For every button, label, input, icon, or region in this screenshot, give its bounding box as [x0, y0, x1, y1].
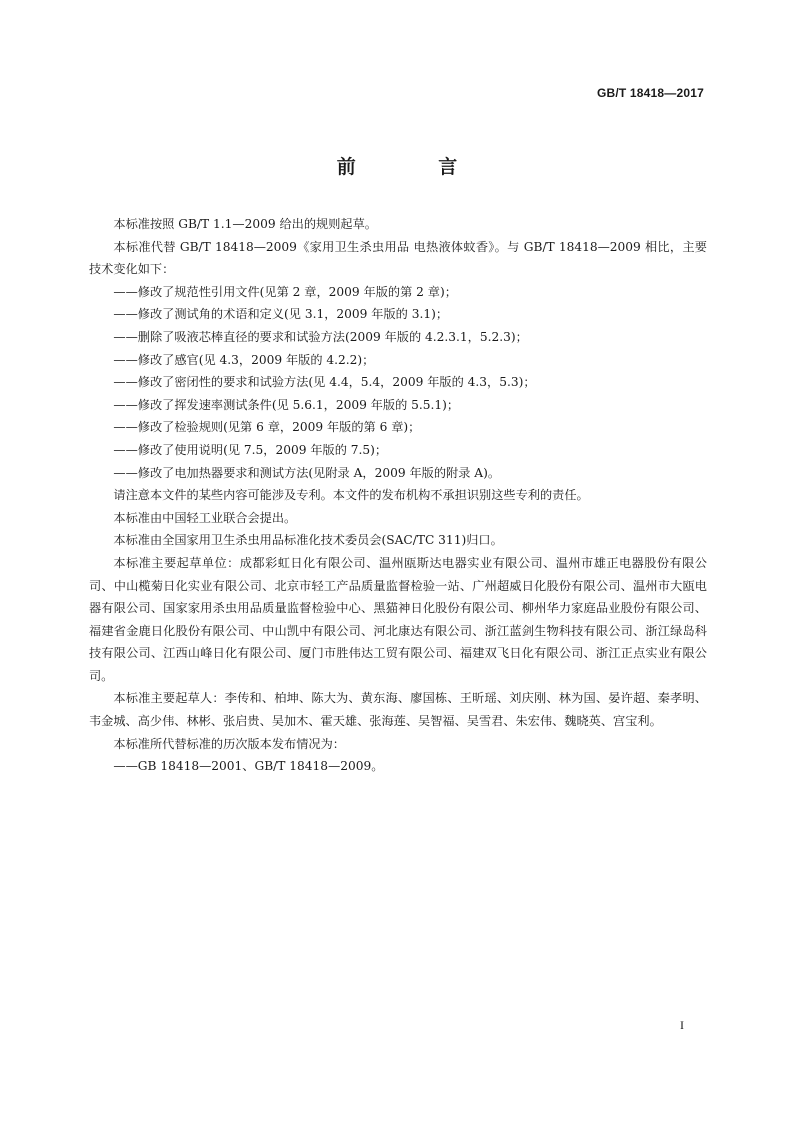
change-item: ——修改了感官(见 4.3，2009 年版的 4.2.2)； — [113, 352, 375, 367]
paragraph-drafting-units: 本标准主要起草单位：成都彩虹日化有限公司、温州瓯斯达电器实业有限公司、温州市雄正电器股份有限公司、中山榄菊日化实业有限公司、北京市轻工产品质量监督检验一站、广州超威日化股份有限公司、温州市大瓯电器有限公司、国家家用杀虫用品质量监督检验中心、黑猫神日化股份有限公司、柳州华力家庭品业股份有限公司、福建省金鹿日化股份有限公司、中山凯中有限公司、河北康达有限公司、浙江蓝剑生物科技有限公司、浙江绿岛科技有限公司、江西山峰日化有限公司、厦门市胜伟达工贸有限公司、福建双飞日化有限公司、浙江正点实业有限公司。 — [89, 555, 707, 683]
paragraph-history-intro: 本标准所代替标准的历次版本发布情况为： — [113, 736, 345, 751]
change-item: ——修改了规范性引用文件(见第 2 章，2009 年版的第 2 章)； — [113, 284, 457, 299]
paragraph-patent-notice: 请注意本文件的某些内容可能涉及专利。本文件的发布机构不承担识别这些专利的责任。 — [113, 488, 589, 503]
foreword-body — [89, 213, 707, 778]
change-item: ——修改了测试角的术语和定义(见 3.1，2009 年版的 3.1)； — [113, 307, 449, 322]
change-item: ——修改了使用说明(见 7.5，2009 年版的 7.5)； — [113, 442, 388, 457]
paragraph-replacement: 本标准代替 GB/T 18418—2009《家用卫生杀虫用品 电热液体蚊香》。与 GB/T 18418—2009 相比，主要技术变化如下： — [89, 239, 707, 277]
change-item: ——修改了密闭性的要求和试验方法(见 4.4，5.4，2009 年版的 4.3，5.3)； — [113, 375, 536, 390]
change-item: ——修改了检验规则(见第 6 章，2009 年版的第 6 章)； — [113, 420, 421, 435]
paragraph-drafters: 本标准主要起草人：李传和、柏坤、陈大为、黄东海、廖国栋、王昕瑶、刘庆刚、林为国、晏许超、秦孝明、韦金城、高少伟、林彬、张启贵、吴加木、霍天雄、张海莲、吴智福、吴雪君、朱宏伟、魏晓英、宫宝利。 — [89, 691, 707, 729]
page-title: 前 言 — [336, 156, 496, 178]
change-item: ——修改了挥发速率测试条件(见 5.6.1，2009 年版的 5.5.1)； — [113, 397, 460, 412]
history-item: ——GB 18418—2001、GB/T 18418—2009。 — [113, 759, 384, 774]
change-item: ——修改了电加热器要求和测试方法(见附录 A，2009 年版的附录 A)。 — [113, 465, 501, 480]
paragraph-committee: 本标准由全国家用卫生杀虫用品标准化技术委员会(SAC/TC 311)归口。 — [113, 533, 503, 548]
page-number: I — [680, 1018, 684, 1032]
paragraph-proposer: 本标准由中国轻工业联合会提出。 — [113, 510, 297, 525]
standard-code: GB/T 18418—2017 — [596, 86, 704, 100]
paragraph-drafting-rule: 本标准按照 GB/T 1.1—2009 给出的规则起草。 — [113, 217, 377, 231]
change-item: ——删除了吸液芯棒直径的要求和试验方法(2009 年版的 4.2.3.1，5.2.3)； — [113, 329, 528, 344]
